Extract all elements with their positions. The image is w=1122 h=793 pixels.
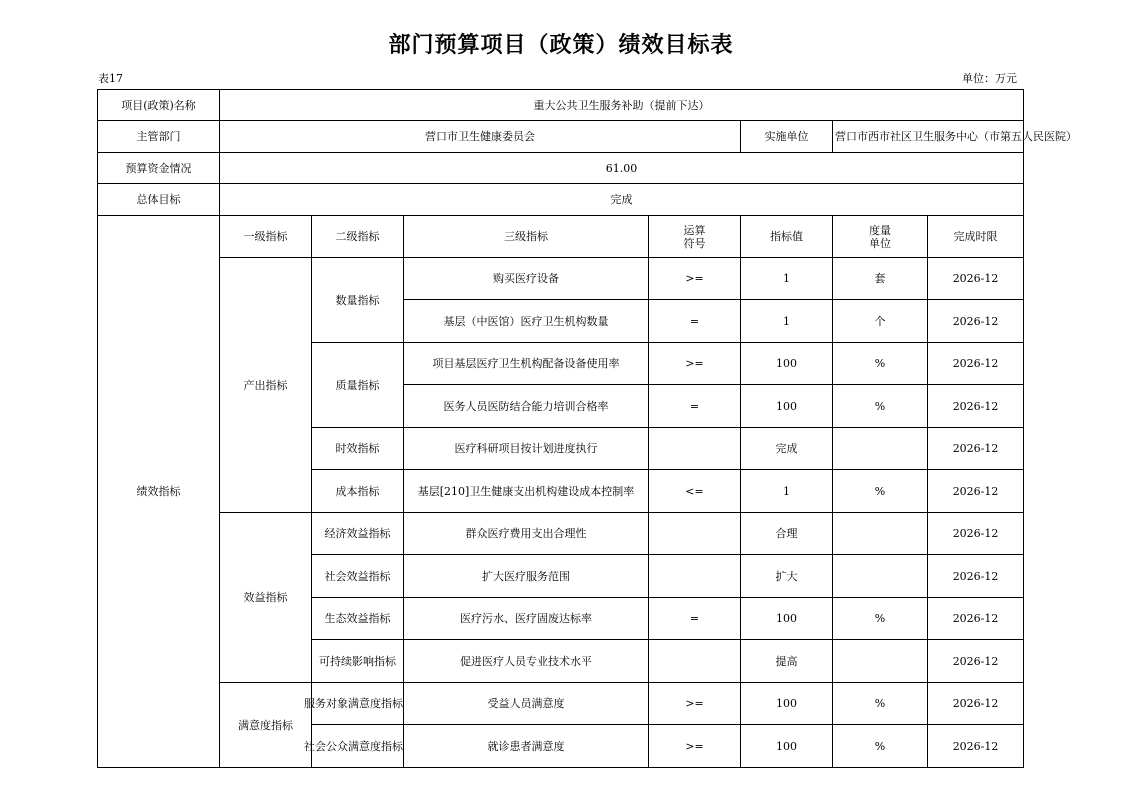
subgroup-cost: 成本指标: [312, 470, 404, 513]
row-val: 100: [741, 725, 833, 768]
group-satisfaction: 满意度指标: [220, 683, 312, 768]
row-time: 2026-12: [928, 428, 1024, 470]
row-l3: 促进医疗人员专业技术水平: [404, 640, 649, 683]
row-time: 2026-12: [928, 683, 1024, 725]
project-name-label: 项目(政策)名称: [98, 90, 220, 121]
row-time: 2026-12: [928, 343, 1024, 385]
row-op: >=: [649, 725, 741, 768]
row-val: 合理: [741, 513, 833, 555]
row-op: =: [649, 598, 741, 640]
budget-label: 预算资金情况: [98, 153, 220, 184]
perf-indicator-label: 绩效指标: [98, 216, 220, 768]
subgroup-timeliness: 时效指标: [312, 428, 404, 470]
header-level2: 二级指标: [312, 216, 404, 258]
dept-label: 主管部门: [98, 121, 220, 153]
performance-table: [97, 89, 1077, 768]
row-unit: 个: [833, 300, 928, 343]
row-l3: 项目基层医疗卫生机构配备设备使用率: [404, 343, 649, 385]
subgroup-service-obj: 服务对象满意度指标: [312, 683, 404, 725]
impl-value: 营口市西市社区卫生服务中心（市第五人民医院）: [833, 121, 1024, 153]
row-l3: 基层[210]卫生健康支出机构建设成本控制率: [404, 470, 649, 513]
page-title: 部门预算项目（政策）绩效目标表: [388, 33, 734, 58]
row-unit: %: [833, 343, 928, 385]
row-unit: [833, 555, 928, 598]
table-row: [98, 258, 1024, 300]
row-unit: [833, 428, 928, 470]
row-val: 100: [741, 598, 833, 640]
group-output: 产出指标: [220, 258, 312, 513]
row-unit: %: [833, 470, 928, 513]
subgroup-quantity: 数量指标: [312, 258, 404, 343]
row-l3: 基层（中医馆）医疗卫生机构数量: [404, 300, 649, 343]
impl-label: 实施单位: [741, 121, 833, 153]
row-op: [649, 513, 741, 555]
header-level3: 三级指标: [404, 216, 649, 258]
row-op: >=: [649, 343, 741, 385]
row-val: 1: [741, 300, 833, 343]
row-op: =: [649, 385, 741, 428]
header-value: 指标值: [741, 216, 833, 258]
row-unit: [833, 640, 928, 683]
sheet-number: 表17: [98, 72, 123, 85]
row-val: 1: [741, 258, 833, 300]
row-val: 提高: [741, 640, 833, 683]
header-time: 完成时限: [928, 216, 1024, 258]
header-operator: 运算 符号: [649, 216, 741, 258]
row-l3: 医疗科研项目按计划进度执行: [404, 428, 649, 470]
row-val: 1: [741, 470, 833, 513]
project-name-value: 重大公共卫生服务补助（提前下达）: [220, 90, 1024, 121]
budget-value: 61.00: [220, 153, 1024, 184]
row-unit: %: [833, 598, 928, 640]
row-val: 100: [741, 683, 833, 725]
row-val: 完成: [741, 428, 833, 470]
row-time: 2026-12: [928, 640, 1024, 683]
group-benefit: 效益指标: [220, 513, 312, 683]
row-l3: 医务人员医防结合能力培训合格率: [404, 385, 649, 428]
row-val: 100: [741, 343, 833, 385]
row-op: [649, 555, 741, 598]
row-unit: [833, 513, 928, 555]
row-unit: %: [833, 385, 928, 428]
goal-value: 完成: [220, 184, 1024, 216]
row-op: <=: [649, 470, 741, 513]
table-row: [98, 513, 1024, 555]
row-time: 2026-12: [928, 725, 1024, 768]
row-op: [649, 428, 741, 470]
row-time: 2026-12: [928, 470, 1024, 513]
dept-value: 营口市卫生健康委员会: [220, 121, 741, 153]
row-val: 扩大: [741, 555, 833, 598]
subgroup-economic: 经济效益指标: [312, 513, 404, 555]
row-op: =: [649, 300, 741, 343]
row-l3: 扩大医疗服务范围: [404, 555, 649, 598]
row-l3: 医疗污水、医疗固废达标率: [404, 598, 649, 640]
table-row: [98, 683, 1024, 725]
row-time: 2026-12: [928, 598, 1024, 640]
row-unit: 套: [833, 258, 928, 300]
row-unit: %: [833, 683, 928, 725]
row-op: [649, 640, 741, 683]
unit-label: 单位：万元: [962, 72, 1017, 85]
row-val: 100: [741, 385, 833, 428]
header-unit: 度量 单位: [833, 216, 928, 258]
subgroup-quality: 质量指标: [312, 343, 404, 428]
subgroup-ecological: 生态效益指标: [312, 598, 404, 640]
subgroup-sustainable: 可持续影响指标: [312, 640, 404, 683]
row-time: 2026-12: [928, 258, 1024, 300]
row-time: 2026-12: [928, 513, 1024, 555]
row-l3: 群众医疗费用支出合理性: [404, 513, 649, 555]
header-level1: 一级指标: [220, 216, 312, 258]
row-time: 2026-12: [928, 385, 1024, 428]
row-op: >=: [649, 258, 741, 300]
row-time: 2026-12: [928, 300, 1024, 343]
row-l3: 购买医疗设备: [404, 258, 649, 300]
subgroup-social: 社会效益指标: [312, 555, 404, 598]
row-op: >=: [649, 683, 741, 725]
subgroup-public: 社会公众满意度指标: [312, 725, 404, 768]
row-time: 2026-12: [928, 555, 1024, 598]
row-l3: 就诊患者满意度: [404, 725, 649, 768]
row-l3: 受益人员满意度: [404, 683, 649, 725]
row-unit: %: [833, 725, 928, 768]
goal-label: 总体目标: [98, 184, 220, 216]
